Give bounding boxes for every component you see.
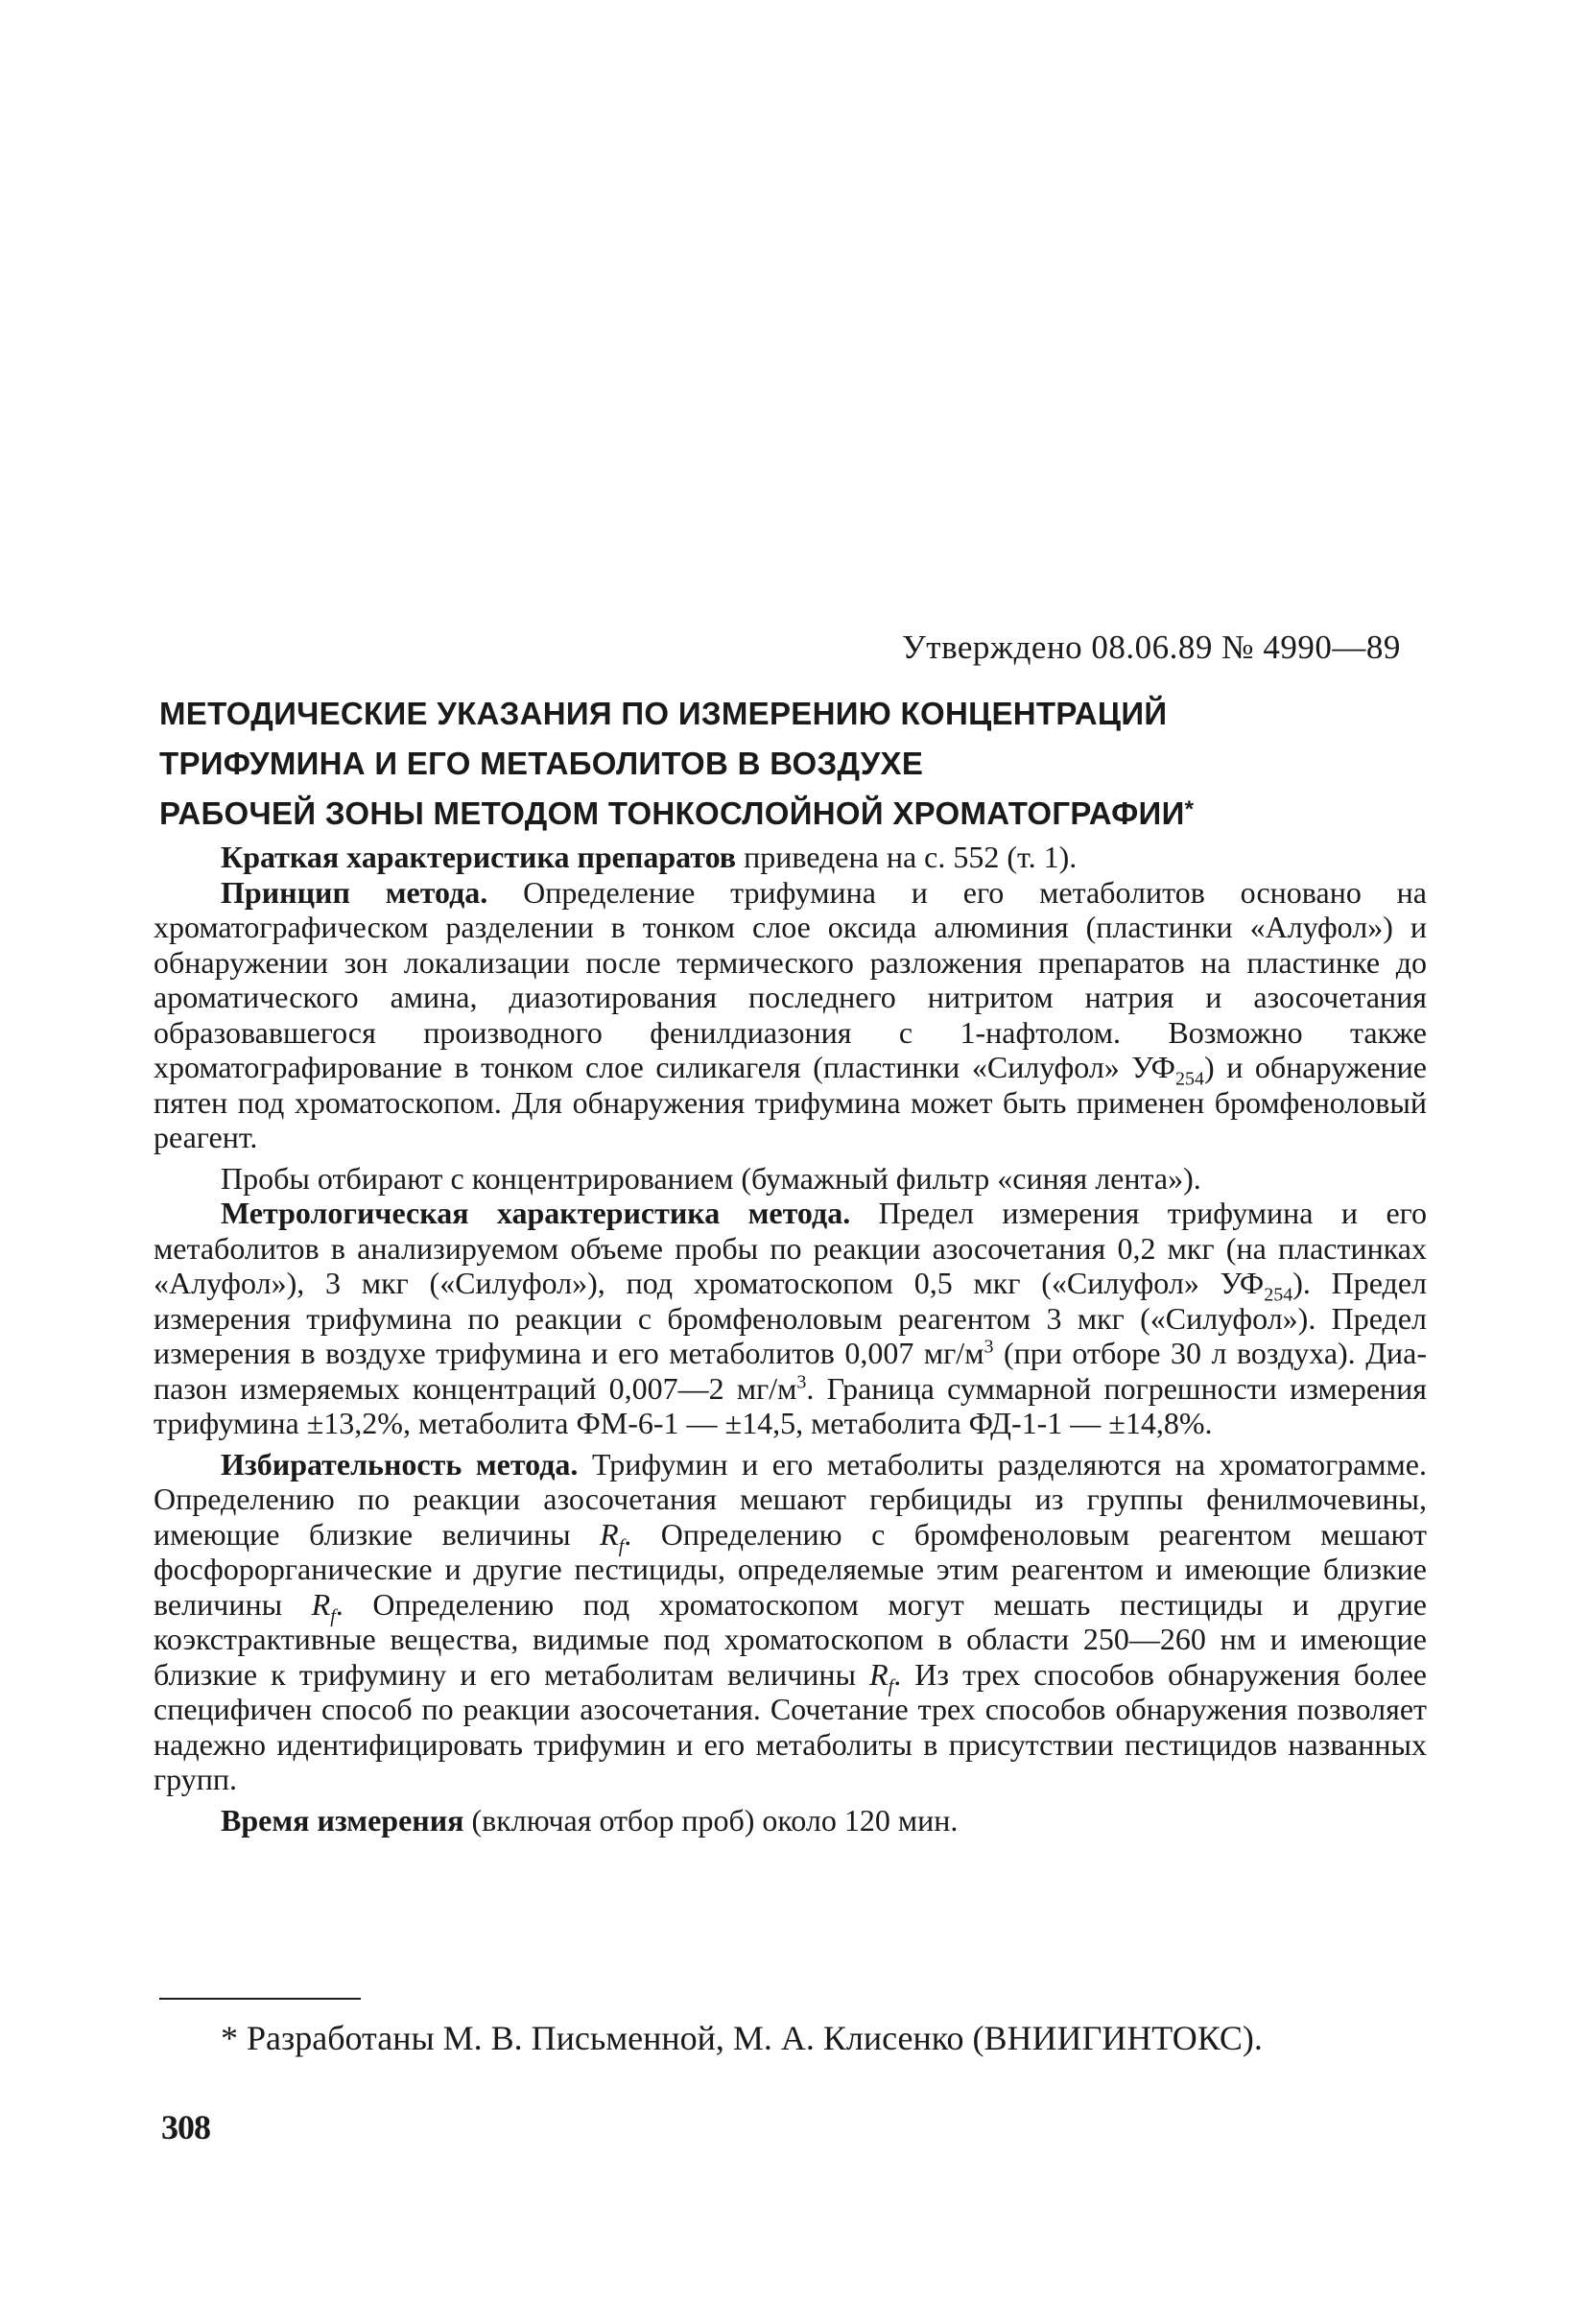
paragraph-brief: Краткая характеристика препаратов приведена на с. 552 (т. 1). bbox=[221, 840, 1078, 874]
paragraph-selectivity: Избирательность метода. Трифумин и его метаболиты разделяются на хроматограмме. Определению по реакции азосочетания мешают гербициды из группы фенилмочевины, имеющие близкие величины $R_f$. Определению с бромфеноловым реагентом мешают фосфорорганические и другие пестициды, определяемые этим реагентом и имеющие близкие величины $R_f$. Определению под хроматоскопом могут мешать пестициды и другие коэкстрактивные вещества, видимые под хроматоскопом в области 250—260 нм и имеющие близкие к трифумину и его метаболитам величины $R_f$. Из трех способов обнаружения более специфичен способ по реакции азосочетания. Сочетание трех способов обнаружения позволяет надежно идентифицировать трифумин и его метаболиты в присутствии пестицидов названных групп. bbox=[154, 1446, 1428, 1796]
paragraph-principle: Принцип метода. Определение трифумина и его метаболитов основано на хроматографическом разделении в тонком слое оксида алюминия (пластинки «Алуфол») и обнаружении зон локализации после термического разложения препаратов на пластинке до ароматического амина, диазотирования последнего нитритом натрия и азосочетания образовавшегося производного фенилдиазония с 1-нафтолом. Возможно также хроматографирование в тонком слое силикагеля (пластинки «Силуфол» $УФ_{254}$) и обнаружение пятен под хроматоскопом. Для обнаружения трифумина может быть применен бромфеноловый реагент. bbox=[154, 874, 1428, 1154]
time-heading: Время измерения bbox=[221, 1802, 464, 1838]
page-number: 308 bbox=[161, 2108, 210, 2146]
title-footnote-mark: * bbox=[1184, 796, 1195, 822]
footnote: * Разработаны М. В. Письменной, М. А. Клисенко (ВНИИГИНТОКС). bbox=[221, 2019, 1263, 2057]
paragraph-sampling: Пробы отбирают с концентрированием (бумажный фильтр «синяя лента»). bbox=[221, 1160, 1201, 1196]
metrology-heading: Метрологическая характеристика метода. bbox=[221, 1196, 851, 1230]
paragraph-time: Время измерения (включая отбор проб) около 120 мин. bbox=[221, 1802, 959, 1838]
document-title bbox=[159, 689, 1311, 839]
brief-heading: Краткая характеристика препаратов bbox=[221, 840, 737, 874]
principle-heading: Принцип метода. bbox=[221, 874, 488, 910]
approval-line: Утверждено 08.06.89 № 4990—89 bbox=[902, 628, 1401, 666]
title-line-2: ТРИФУМИНА И ЕГО МЕТАБОЛИТОВ В ВОЗДУХЕ bbox=[159, 746, 924, 781]
title-line-3: РАБОЧЕЙ ЗОНЫ МЕТОДОМ ТОНКОСЛОЙНОЙ ХРОМАТОГРАФИИ* bbox=[159, 795, 1195, 831]
title-line-1: МЕТОДИЧЕСКИЕ УКАЗАНИЯ ПО ИЗМЕРЕНИЮ КОНЦЕНТРАЦИЙ bbox=[159, 696, 1168, 731]
footnote-divider bbox=[159, 1998, 361, 2000]
selectivity-heading: Избирательность метода. bbox=[221, 1446, 579, 1482]
document-body bbox=[154, 840, 1427, 1838]
paragraph-metrology: Метрологическая характеристика метода. Предел измерения трифумина и его метаболитов в анализируемом объеме пробы по реакции азосочетания 0,2 мкг (на пластинках «Алуфол»), 3 мкг («Силуфол»), под хроматоскопом 0,5 мкг («Силуфол» $УФ_{254}$). Предел измерения трифумина по реакции с бромфеноловым реагентом 3 мкг («Силуфол»). Предел измерения в воздухе трифумина и его метаболитов 0,007 $мг/м^3$ (при отборе 30 л воздуха). Диапазон измеряемых концентраций 0,007—2 $мг/м^3$. Граница суммарной погрешности измерения трифумина ±13,2%, метаболита ФМ-6-1 — ±14,5, метаболита ФД-1-1 — ±14,8%. bbox=[154, 1196, 1428, 1440]
